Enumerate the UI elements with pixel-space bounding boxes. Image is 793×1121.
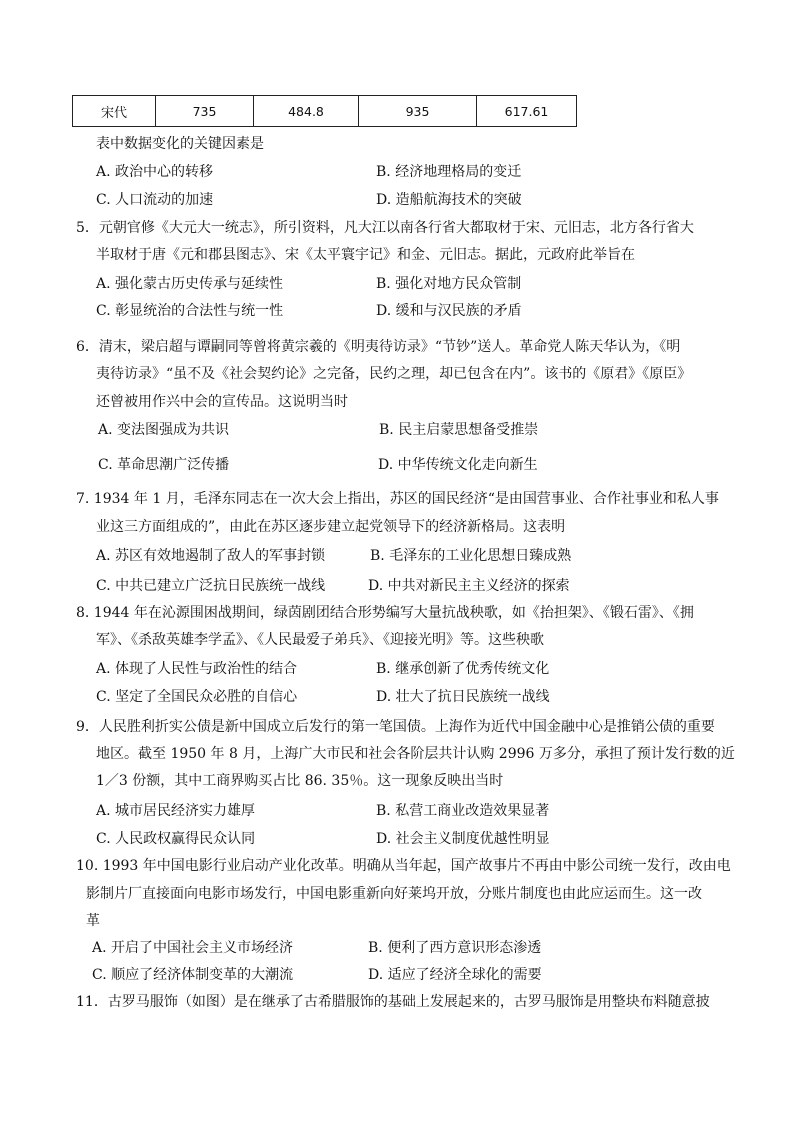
q10-line-3: 革 (86, 913, 100, 929)
q9-option-b: B. 私营工商业改造效果显著 (376, 803, 550, 819)
q5-option-b: B. 强化对地方民众管制 (376, 276, 522, 292)
q10-option-b: B. 便利了西方意识形态渗透 (368, 940, 542, 956)
table-cell: 935 (359, 96, 477, 127)
q10-option-d: D. 适应了经济全球化的需要 (368, 967, 542, 983)
q7-option-b: B. 毛泽东的工业化思想日臻成熟 (370, 548, 572, 564)
q4-option-c: C. 人口流动的加速 (96, 192, 214, 208)
q6-line-2: 夷待访录》“虽不及《社会契约论》之完备，民约之理，却已包含在内”。该书的《原君》《原臣》 (96, 366, 692, 382)
q5-option-d: D. 缓和与汉民族的矛盾 (376, 303, 522, 319)
data-table (72, 95, 577, 127)
q4-option-a: A. 政治中心的转移 (96, 164, 214, 180)
q9-line-1: 9．人民胜利折实公债是新中国成立后发行的第一笔国债。上海作为近代中国金融中心是推销公债的重要 (76, 719, 715, 735)
q6-line-3: 还曾被用作兴中会的宣传品。这说明当时 (96, 394, 348, 410)
q11-line-1: 11．古罗马服饰（如图）是在继承了古希腊服饰的基础上发展起来的，古罗马服饰是用整块布料随意披 (76, 994, 710, 1010)
q7-option-c: C. 中共已建立广泛抗日民族统一战线 (96, 578, 326, 594)
q8-line-1: 8. 1944 年在沁源围困战期间，绿茵剧团结合形势编写大量抗战秧歌，如《抬担架》、《锻石雷》、《拥 (76, 605, 694, 621)
table-cell: 宋代 (73, 96, 156, 127)
q4-stem: 表中数据变化的关键因素是 (96, 136, 264, 152)
table-cell: 617.61 (477, 96, 577, 127)
q7-line-1: 7. 1934 年 1 月，毛泽东同志在一次大会上指出，苏区的国民经济“是由国营事业、合作社事业和私人事 (76, 491, 719, 507)
q9-option-d: D. 社会主义制度优越性明显 (376, 831, 550, 847)
q10-option-c: C. 顺应了经济体制变革的大潮流 (92, 967, 294, 983)
q8-line-2: 军》、《杀敌英雄李学孟》、《人民最爱子弟兵》、《迎接光明》等。这些秧歌 (96, 632, 544, 648)
table-cell: 735 (156, 96, 254, 127)
q5-line-2: 半取材于唐《元和郡县图志》、宋《太平寰宇记》和金、元旧志。据此，元政府此举旨在 (96, 247, 635, 263)
q10-line-1: 10. 1993 年中国电影行业启动产业化改革。明确从当年起，国产故事片不再由中影公司统一发行，改由电 (76, 858, 731, 874)
q4-option-d: D. 造船航海技术的突破 (376, 192, 522, 208)
q6-option-b: B. 民主启蒙思想备受推崇 (379, 422, 539, 438)
q4-option-b: B. 经济地理格局的变迁 (376, 164, 522, 180)
q7-option-a: A. 苏区有效地遏制了敌人的军事封锁 (96, 548, 326, 564)
q7-option-d: D. 中共对新民主主义经济的探索 (368, 578, 570, 594)
q9-option-a: A. 城市居民经济实力雄厚 (96, 803, 256, 819)
q8-option-a: A. 体现了人民性与政治性的结合 (96, 661, 298, 677)
q10-option-a: A. 开启了中国社会主义市场经济 (92, 940, 294, 956)
q8-option-b: B. 继承创新了优秀传统文化 (376, 661, 550, 677)
q8-option-c: C. 坚定了全国民众必胜的自信心 (96, 689, 298, 705)
q7-line-2: 业这三方面组成的”，由此在苏区逐步建立起党领导下的经济新格局。这表明 (96, 519, 566, 535)
q6-option-a: A. 变法图强成为共识 (98, 422, 230, 438)
q6-option-d: D. 中华传统文化走向新生 (378, 457, 538, 473)
q5-option-a: A. 强化蒙古历史传承与延续性 (96, 276, 284, 292)
q6-line-1: 6．清末，梁启超与谭嗣同等曾将黄宗羲的《明夷待访录》“节钞”送人。革命党人陈天华认为，《明 (76, 339, 681, 355)
q5-option-c: C. 彰显统治的合法性与统一性 (96, 303, 284, 319)
q5-line-1: 5．元朝官修《大元大一统志》，所引资料，凡大江以南各行省大都取材于宋、元旧志，北方各行省大 (76, 220, 694, 236)
q6-option-c: C. 革命思潮广泛传播 (98, 457, 230, 473)
q9-line-2: 地区。截至 1950 年 8 月，上海广大市民和社会各阶层共计认购 2996 万多分，承担了预计发行数的近 (96, 746, 735, 762)
q9-option-c: C. 人民政权赢得民众认同 (96, 831, 256, 847)
q9-line-3: 1／3 份额，其中工商界购买占比 86. 35％。这一现象反映出当时 (96, 773, 504, 789)
table-cell: 484.8 (254, 96, 359, 127)
table-row (73, 96, 577, 127)
q10-line-2: 影制片厂直接面向电影市场发行，中国电影重新向好莱坞开放，分账片制度也由此应运而生。这一改 (86, 886, 702, 902)
q8-option-d: D. 壮大了抗日民族统一战线 (376, 689, 550, 705)
